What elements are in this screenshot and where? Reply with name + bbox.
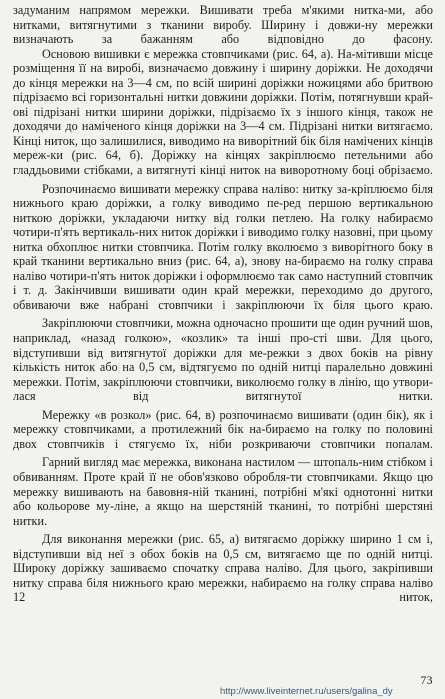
paragraph-text: Мережку «в розкол» (рис. 64, в) розпочинаємо вишивати (один бік), як і мережку стовпчиками, а протилежний бік на-бираємо на голку по половині двох стовпчиків і стягуємо їх, ніби розкриваючи стовпчики попалам. bbox=[13, 407, 433, 451]
paragraph-fixing-columns bbox=[13, 316, 433, 403]
paragraph-text: Закріплюючи стовпчики, можна одночасно прошити ще один ручний шов, наприклад, «назад голкою», «козлик» та інші про-сті шви. Для цього, відступивши від витягнутої доріжки для ме-режки з двох боків на рівну кількість ниток або на 0,5 см, відтягуємо по одній нитці паралельно довжині мережки. Потім, закріплюючи стовпчики, виколюємо голку в лінію, що утвори-лася від витягнутої нитки. bbox=[13, 316, 433, 404]
paragraph-satin-stitch bbox=[13, 455, 433, 528]
paragraph-continuation bbox=[13, 3, 433, 47]
paragraph-text: Для виконання мережки (рис. 65, а) витягаємо доріжку ширино 1 см і, відступивши від неї з обох боків на 0,5 см, витягаємо ще по одній нитці. Широку доріжку зашиваємо спочатку справа наліво. Для цього, закріпивши нитку справа біля нижнього краю мережки, набираємо на голку справа наліво 12 ниток, bbox=[13, 532, 433, 605]
page-number: 73 bbox=[420, 675, 433, 687]
paragraph-text: Розпочинаємо вишивати мережку справа наліво: нитку за-кріплюємо біля нижнього краю доріжки, а голку виводимо пе-ред першою вертикальною ниткою доріжки, укладаючи нитку від голки петлею. На голку набираємо чотири-п'ять вертикаль-них ниток доріжки і виводимо голку назовні, при цьому нитка обхоплює нитки стовпчика. Потім голку вколюємо з виворітного боку в край тканини вертикально вниз (рис. 64, а), знову на-бираємо на голку справа наліво чотири-п'ять ниток доріжки і оформлюємо так само наступний стовпчик і т. д. Закінчивши вишивати один край мережки, переходимо до другого, обвиваючи вже набрані стовпчики і закріплюючи їх біля цього краю. bbox=[13, 181, 433, 312]
paragraph-text: Гарний вигляд має мережка, виконана настилом — штопаль-ним стібком і обвиванням. Проте край її не обов'язково обробля-ти стовпчиками. Якщо цю мережку вишивають на бавовня-ній тканині, потрібні м'які однотонні нитки або кольорове му-ліне, а якщо на шерстяній тканині, то потрібні шерстяні нитки. bbox=[13, 455, 433, 528]
paragraph-base-stitch bbox=[13, 47, 433, 178]
paragraph-start-embroidery bbox=[13, 182, 433, 313]
paragraph-split-stitch bbox=[13, 408, 433, 452]
watermark-url: http://www.liveinternet.ru/users/galina_dy bbox=[220, 686, 393, 697]
text-page bbox=[13, 3, 433, 673]
paragraph-fig-65 bbox=[13, 532, 433, 605]
paragraph-text: задуманим напрямом мережки. Вишивати треба м'якими нитка-ми, або нитками, витягнутими з тканини виробу. Ширину і довжи-ну мережки визначають за бажанням або відповідно до фасону. bbox=[13, 3, 433, 47]
paragraph-text: Основою вишивки є мережка стовпчиками (рис. 64, а). На-мітивши місце розміщення її на виробі, визначаємо довжину і ширину доріжки. Не доходячи до кінця мережки на 3—4 см, по всій ширині доріжки ножицями або бритвою підрізаємо всі горизонтальні нитки довжини доріжки. Потім, потягнувши край-ові підрізані нитки ширини доріжки, підрізаємо їх з іншого кінця, також не доходячи до наміченого кінця доріжки на 3—4 см. Підрізані нитки витягаємо. Кінці ниток, що залишилися, виводимо на виворітний бік біля намічених кінців мереж-ки (рис. 64, б). Доріжку на кінцях закріплюємо петельними або гладдьовими стібками, а витягнуті кінці ниток на виворотному боці обрізаємо. bbox=[13, 46, 433, 178]
